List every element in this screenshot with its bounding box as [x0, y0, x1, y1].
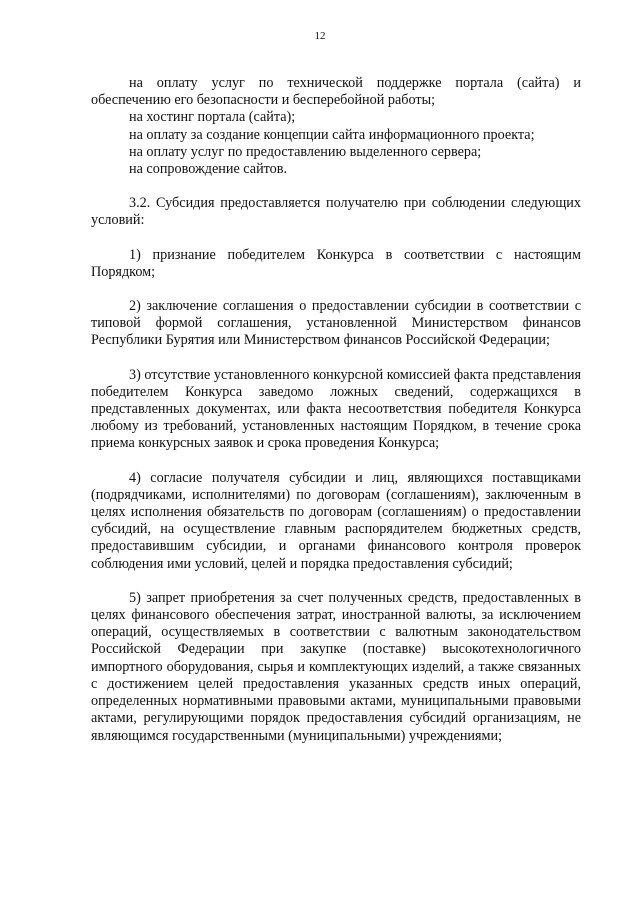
paragraph-condition-1: 1) признание победителем Конкурса в соответствии с настоящим Порядком;: [91, 246, 581, 280]
paragraph-maintenance: на сопровождение сайтов.: [129, 161, 288, 178]
paragraph-server: на оплату услуг по предоставлению выделенного сервера;: [129, 143, 482, 160]
paragraph-condition-4: 4) согласие получателя субсидии и лиц, являющихся поставщиками (подрядчиками, исполнителями) по договорам (соглашениям), заключенным в целях исполнения обязательств по договорам (соглашениям) о предоставлении субсидий, на осуществление главным распорядителем бюджетных средств, предоставившим субсидии, и органами финансового контроля проверок соблюдения ими условий, целей и порядка предоставления субсидий;: [91, 469, 581, 572]
paragraph-tech-support: на оплату услуг по технической поддержке портала (сайта) и обеспечению его безопасности и бесперебойной работы;: [91, 75, 581, 109]
paragraph-condition-5: 5) запрет приобретения за счет полученных средств, предоставленных в целях финансового обеспечения затрат, иностранной валюты, за исключением операций, осуществляемых в соответствии с валютным законодательством Российской Федерации при закупке (поставке) высокотехнологичного импортного оборудования, сырья и комплектующих изделий, а также связанных с достижением целей предоставления указанных средств иных операций, определенных нормативными правовыми актами, муниципальными правовыми актами, регулирующими порядок предоставления субсидий организациям, не являющимся государственными (муниципальными) учреждениями;: [91, 589, 581, 744]
paragraph-section-3-2: 3.2. Субсидия предоставляется получателю при соблюдении следующих условий:: [91, 195, 581, 229]
paragraph-concept: на оплату за создание концепции сайта информационного проекта;: [129, 126, 535, 143]
paragraph-hosting: на хостинг портала (сайта);: [129, 109, 296, 126]
paragraph-condition-2: 2) заключение соглашения о предоставлении субсидии в соответствии с типовой формой соглашения, установленной Министерством финансов Республики Бурятия или Министерством финансов Российской Федерации;: [91, 298, 581, 349]
page-number: 12: [314, 30, 326, 42]
document-body: [91, 75, 581, 745]
paragraph-condition-3: 3) отсутствие установленного конкурсной комиссией факта представления победителем Конкурса заведомо ложных сведений, содержащихся в представленных документах, или факта несоответствия победителя Конкурса любому из требований, установленных настоящим Порядком, в течение срока приема конкурсных заявок и срока проведения Конкурса;: [91, 366, 581, 452]
